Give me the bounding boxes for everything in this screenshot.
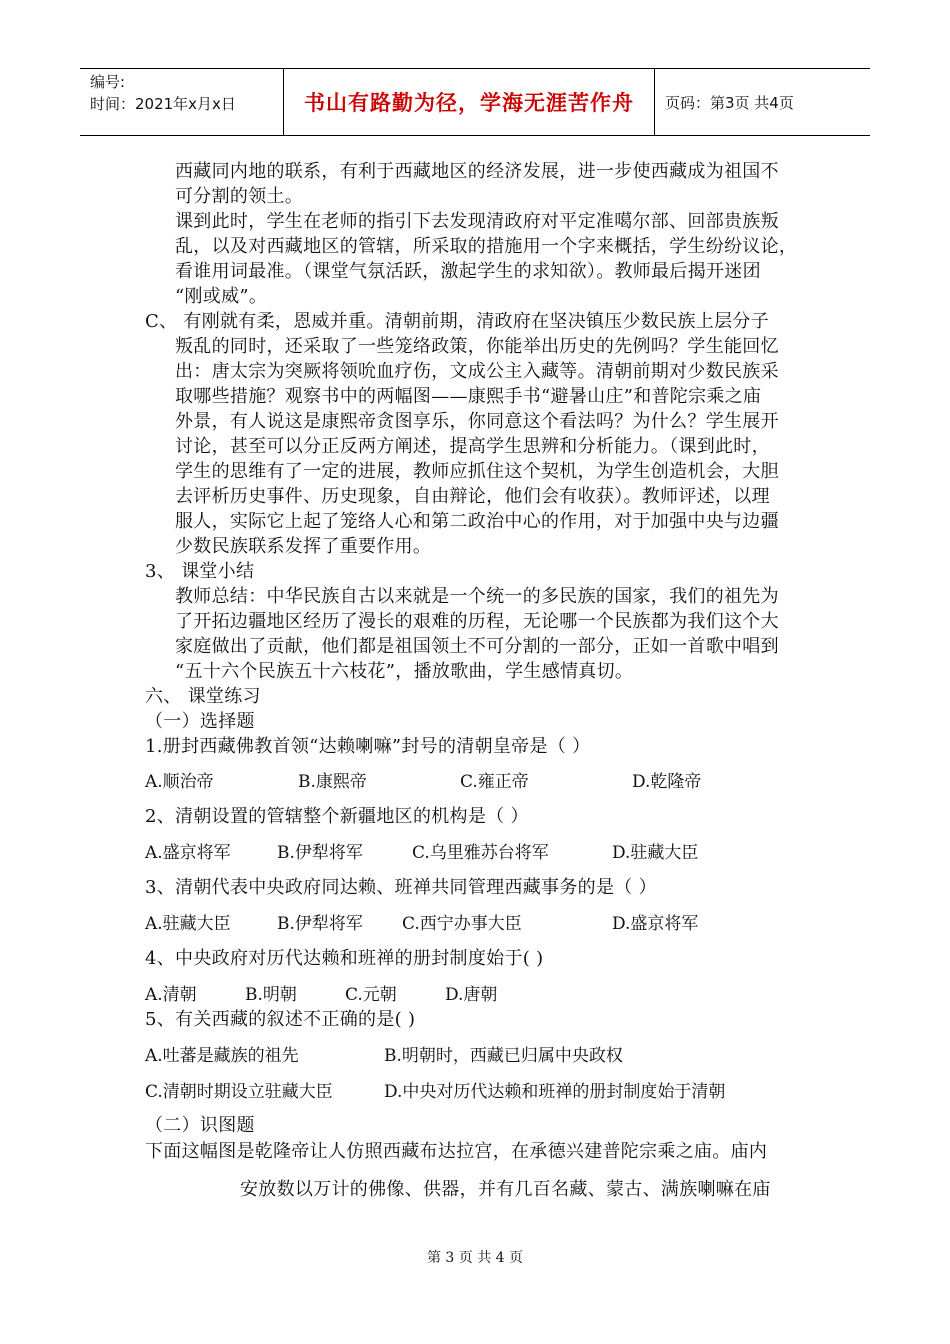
header-meta <box>80 69 284 135</box>
question-option: A.吐蕃是藏族的祖先 <box>145 1046 299 1066</box>
question-option: D.盛京将军 <box>612 914 699 934</box>
question-option: B.伊犁将军 <box>277 843 363 863</box>
header-page-info: 页码：第3页 共4页 <box>665 93 794 112</box>
page-header <box>80 68 870 136</box>
body-line: 出：唐太宗为突厥将领吮血疗伤，文成公主入藏等。清朝前期对少数民族采 <box>175 361 779 382</box>
body-line: 服人，实际它上起了笼络人心和第二政治中心的作用，对于加强中央与边疆 <box>175 511 779 532</box>
question-option: B.伊犁将军 <box>277 914 363 934</box>
question-option: A.驻藏大臣 <box>145 914 231 934</box>
body-line: 外景，有人说这是康熙帝贪图享乐，你同意这个看法吗？为什么？学生展开 <box>175 411 779 432</box>
question-option: B.明朝时，西藏已归属中央政权 <box>384 1046 623 1066</box>
body-line: 了开拓边疆地区经历了漫长的艰难的历程，无论哪一个民族都为我们这个大 <box>175 611 779 632</box>
body-line: 教师总结：中华民族自古以来就是一个统一的多民族的国家，我们的祖先为 <box>175 586 779 607</box>
question-stem: 5、有关西藏的叙述不正确的是( ) <box>145 1009 416 1030</box>
question-option: B.明朝 <box>245 985 297 1005</box>
body-line: 叛乱的同时，还采取了一些笼络政策，你能举出历史的先例吗？学生能回忆 <box>175 336 779 357</box>
question-option: A.盛京将军 <box>145 843 231 863</box>
question-option: A.清朝 <box>145 985 197 1005</box>
subsection-heading: （一）选择题 <box>145 711 255 732</box>
doc-time-label: 时间：2021年x月x日 <box>90 95 236 113</box>
question-stem: 2、清朝设置的管辖整个新疆地区的机构是（ ） <box>145 806 529 827</box>
question-stem: 1.册封西藏佛教首领“达赖喇嘛”封号的清朝皇帝是（ ） <box>145 736 591 757</box>
subsection-heading: （二）识图题 <box>145 1115 255 1136</box>
body-line: 看谁用词最准。（课堂气氛活跃，激起学生的求知欲）。教师最后揭开迷团 <box>175 261 761 282</box>
question-option: B.康熙帝 <box>298 772 367 792</box>
body-line: 西藏同内地的联系，有利于西藏地区的经济发展，进一步使西藏成为祖国不 <box>175 161 779 182</box>
header-motto-cell <box>284 69 655 135</box>
question-option: D.驻藏大臣 <box>612 843 699 863</box>
body-line: 去评析历史事件、历史现象，自由辩论，他们会有收获）。教师评述，以理 <box>175 486 770 507</box>
body-line: “五十六个民族五十六枝花”，播放歌曲，学生感情真切。 <box>175 661 634 682</box>
body-line: 下面这幅图是乾隆帝让人仿照西藏布达拉宫，在承德兴建普陀宗乘之庙。庙内 <box>145 1141 768 1162</box>
question-option: A.顺治帝 <box>145 772 214 792</box>
question-stem: 3、清朝代表中央政府同达赖、班禅共同管理西藏事务的是（ ） <box>145 877 657 898</box>
body-line: 安放数以万计的佛像、供器，并有几百名藏、蒙古、满族喇嘛在庙 <box>240 1179 771 1200</box>
question-option: D.中央对历代达赖和班禅的册封制度始于清朝 <box>384 1082 726 1102</box>
body-line: 课到此时，学生在老师的指引下去发现清政府对平定准噶尔部、回部贵族叛 <box>175 211 779 232</box>
body-line: 乱，以及对西藏地区的管辖，所采取的措施用一个字来概括，学生纷纷议论， <box>175 236 798 257</box>
body-line: 学生的思维有了一定的进展，教师应抓住这个契机，为学生创造机会，大胆 <box>175 461 779 482</box>
section-heading: 六、 课堂练习 <box>145 686 261 707</box>
body-line: 少数民族联系发挥了重要作用。 <box>175 536 432 557</box>
header-motto: 书山有路勤为径，学海无涯苦作舟 <box>304 90 634 115</box>
body-line: 取哪些措施？观察书中的两幅图——康熙手书“避暑山庄”和普陀宗乘之庙 <box>175 386 762 407</box>
body-line: 可分割的领土。 <box>175 186 304 207</box>
question-option: C.乌里雅苏台将军 <box>412 843 549 863</box>
question-option: C.清朝时期设立驻藏大臣 <box>145 1082 333 1102</box>
question-option: C.元朝 <box>345 985 397 1005</box>
question-option: D.乾隆帝 <box>632 772 702 792</box>
body-line: C、 有刚就有柔，恩威并重。清朝前期，清政府在坚决镇压少数民族上层分子 <box>145 311 769 332</box>
question-option: C.雍正帝 <box>460 772 529 792</box>
question-option: C.西宁办事大臣 <box>402 914 522 934</box>
question-option: D.唐朝 <box>445 985 498 1005</box>
section-heading: 3、 课堂小结 <box>145 561 255 582</box>
question-stem: 4、中央政府对历代达赖和班禅的册封制度始于( ) <box>145 948 544 969</box>
body-line: 家庭做出了贡献，他们都是祖国领土不可分割的一部分，正如一首歌中唱到 <box>175 636 779 657</box>
body-line: “刚或威”。 <box>175 286 268 307</box>
doc-number-label: 编号: <box>90 73 126 91</box>
page-footer: 第 3 页 共 4 页 <box>426 1250 524 1266</box>
body-line: 讨论，甚至可以分正反两方阐述，提高学生思辨和分析能力。（课到此时， <box>175 436 770 457</box>
